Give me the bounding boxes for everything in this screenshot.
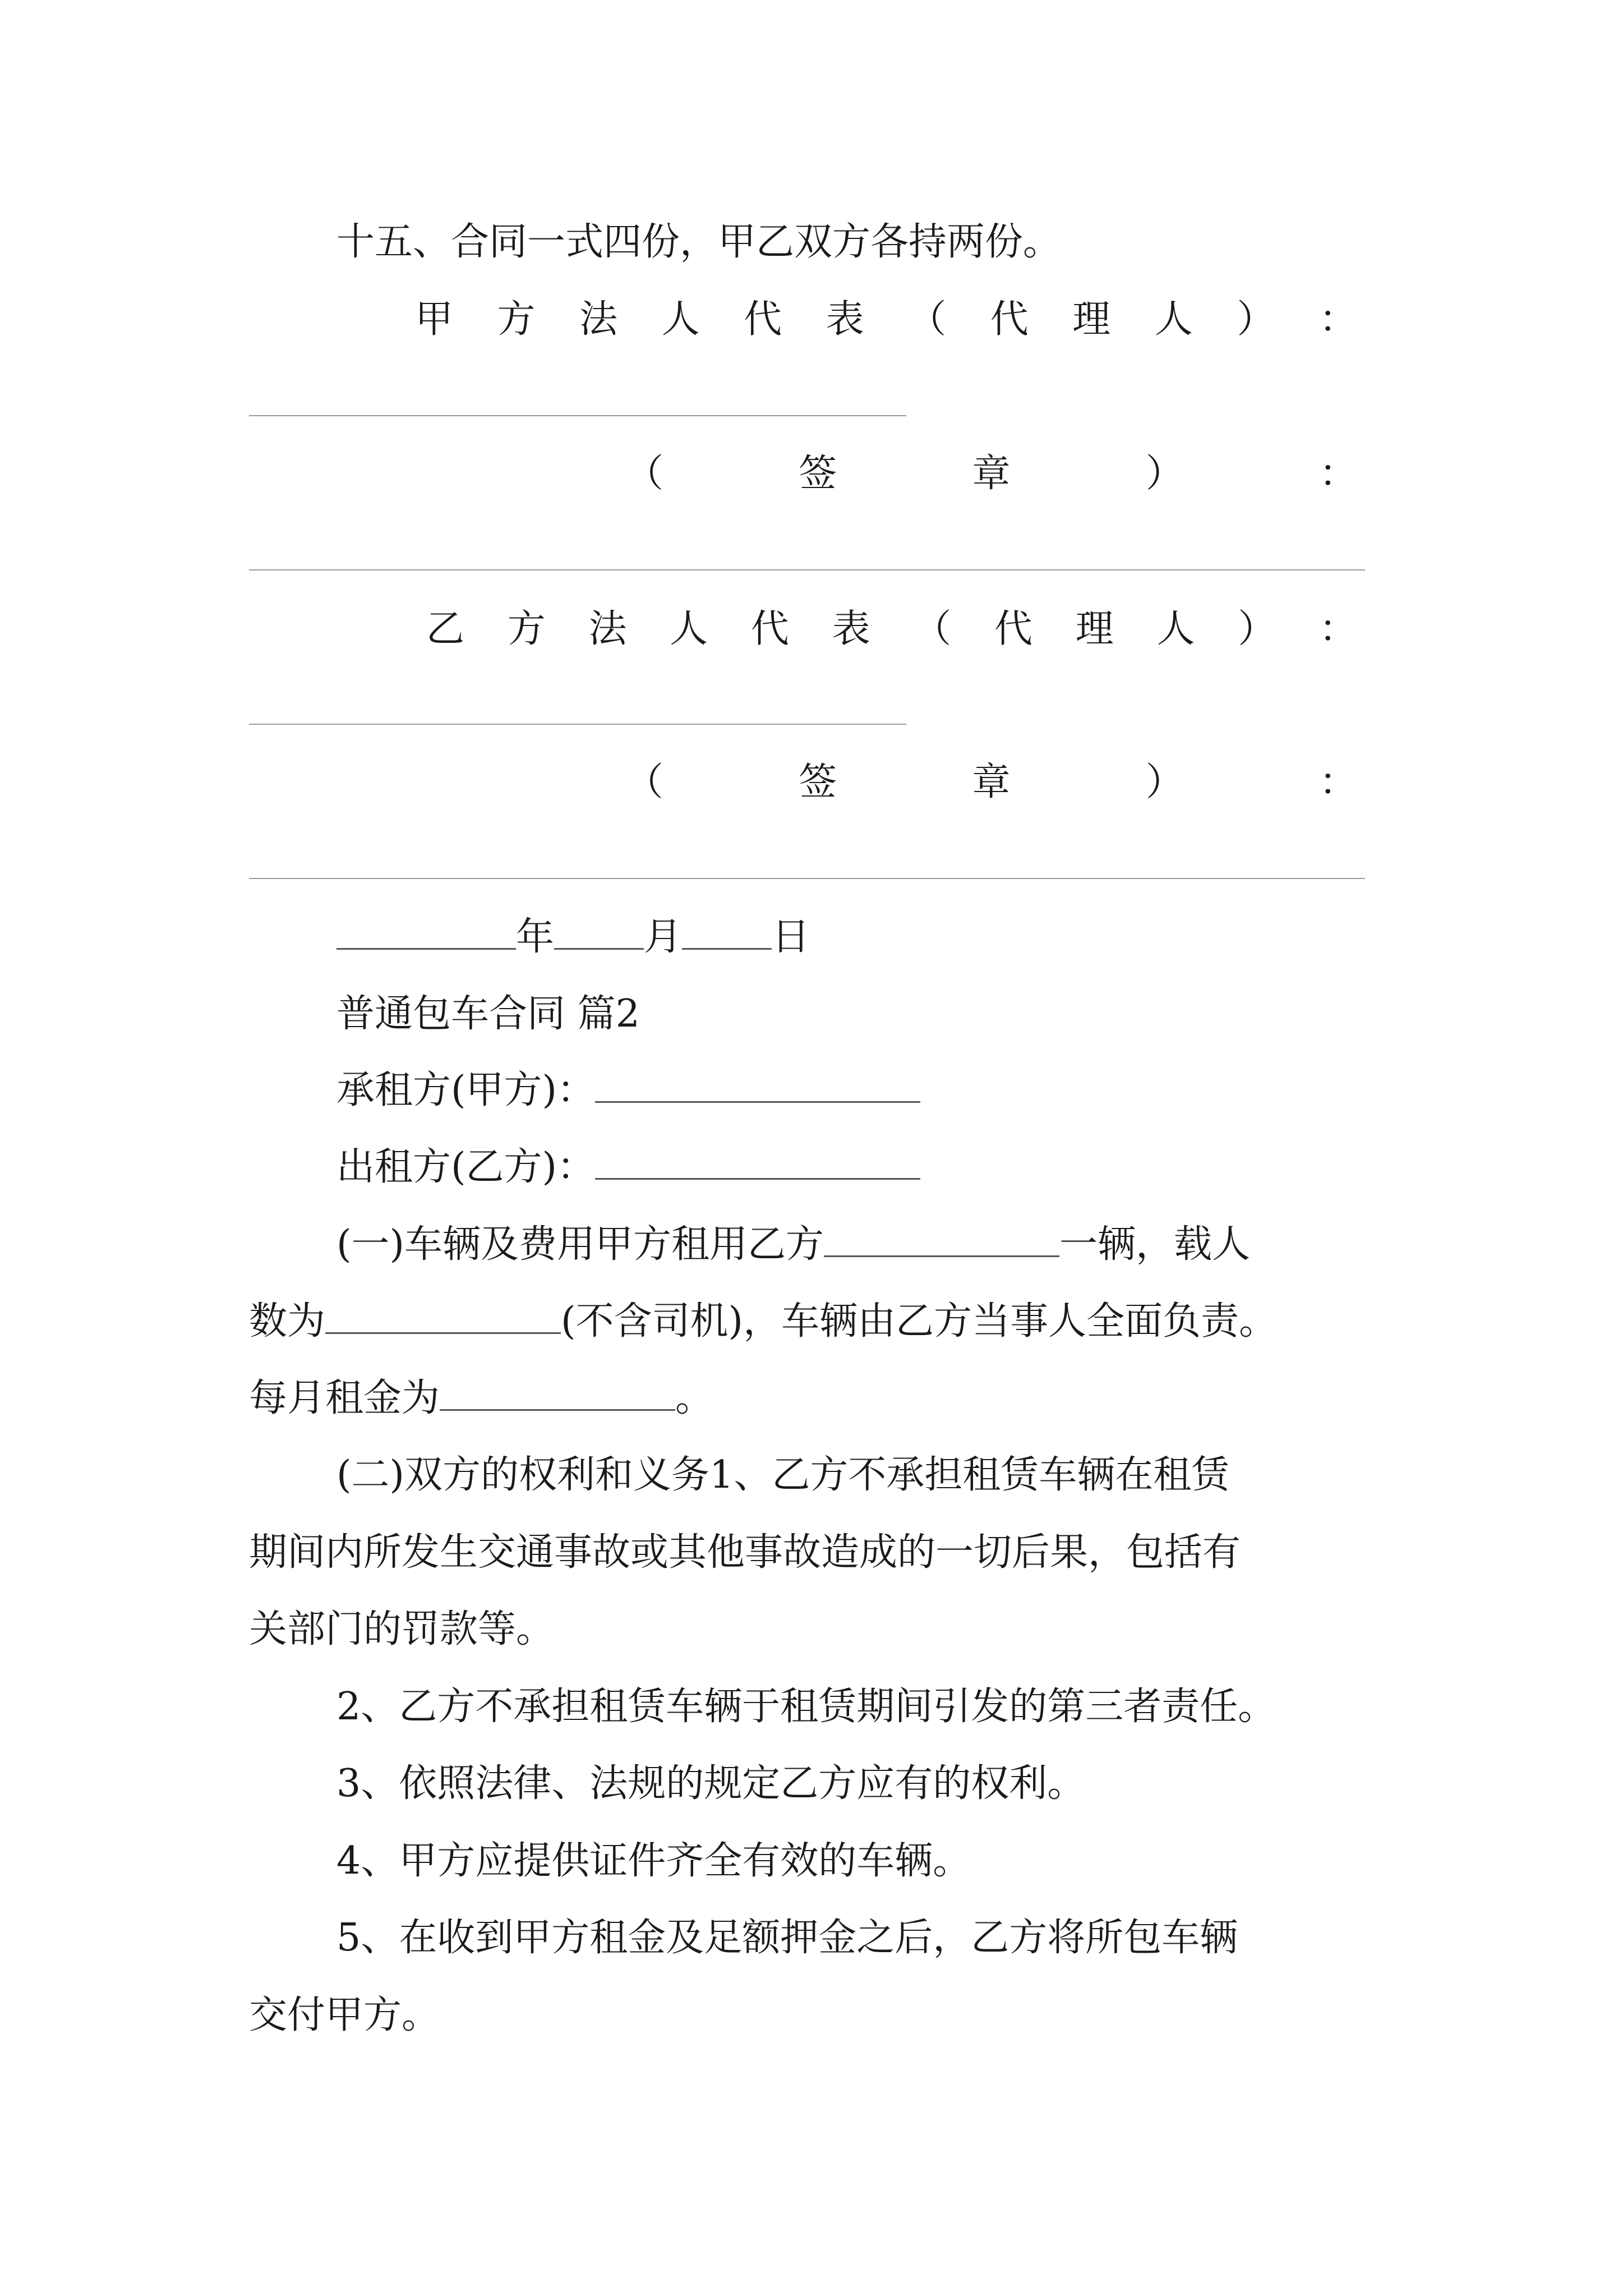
char: ） xyxy=(1145,760,1184,804)
char: ） xyxy=(1237,297,1275,342)
lessor-blank xyxy=(595,1144,920,1180)
clause-15: 十五、合同一式四份，甲乙双方各持两份。 xyxy=(336,220,1062,264)
char: ） xyxy=(1145,452,1184,496)
para-1-text-f: 。 xyxy=(675,1376,714,1420)
year-label: 年 xyxy=(516,915,555,959)
char: （ xyxy=(625,452,664,496)
char: ： xyxy=(1318,760,1357,804)
char: ： xyxy=(1318,607,1357,651)
char: 理 xyxy=(1075,607,1114,651)
para-2-line1: (二)双方的权利和义务1、乙方不承担租赁车辆在租赁 xyxy=(336,1453,1230,1497)
lessor-label: 出租方(乙方)： xyxy=(336,1145,596,1189)
seal-rule-b xyxy=(249,878,1365,879)
para-2-line3: 关部门的罚款等。 xyxy=(249,1607,555,1651)
para-1-text-c: 数为 xyxy=(249,1299,326,1343)
signature-rule-a xyxy=(249,415,906,416)
char: 表 xyxy=(826,297,864,342)
signature-rule-b xyxy=(249,724,906,725)
seal-rule-a xyxy=(249,569,1365,570)
char: 签 xyxy=(799,760,837,804)
char: 人 xyxy=(670,607,708,651)
day-label: 日 xyxy=(772,915,810,959)
lessor-line xyxy=(336,1144,920,1190)
party-a-representative-line xyxy=(415,297,1357,342)
lessee-blank xyxy=(595,1068,920,1103)
char: 表 xyxy=(832,607,870,651)
char: 章 xyxy=(972,452,1011,496)
char: ） xyxy=(1238,607,1276,651)
char: 代 xyxy=(994,607,1033,651)
char: 代 xyxy=(744,297,782,342)
para-1-text-b: 一辆，载人 xyxy=(1059,1222,1251,1267)
item-5-line2: 交付甲方。 xyxy=(249,1993,440,2037)
month-label: 月 xyxy=(644,915,683,959)
date-line xyxy=(336,914,810,960)
char: 理 xyxy=(1072,297,1111,342)
vehicle-blank xyxy=(824,1222,1059,1257)
section-title: 普通包车合同 篇2 xyxy=(336,992,640,1036)
char: 人 xyxy=(661,297,700,342)
char: ： xyxy=(1318,452,1357,496)
item-5-line1: 5、在收到甲方租金及足额押金之后，乙方将所包车辆 xyxy=(336,1916,1238,1960)
item-2: 2、乙方不承担租赁车辆于租赁期间引发的第三者责任。 xyxy=(336,1685,1276,1729)
para-1-line1 xyxy=(336,1222,1250,1267)
char: 人 xyxy=(1156,607,1195,651)
char: 乙 xyxy=(426,607,465,651)
rent-blank xyxy=(440,1375,675,1411)
char: （ xyxy=(913,607,952,651)
char: 代 xyxy=(990,297,1029,342)
para-1-line2 xyxy=(249,1299,1277,1344)
char: 法 xyxy=(588,607,627,651)
char: 方 xyxy=(507,607,546,651)
char: 代 xyxy=(750,607,789,651)
item-4: 4、甲方应提供证件齐全有效的车辆。 xyxy=(336,1839,971,1883)
char: （ xyxy=(908,297,947,342)
para-1-line3 xyxy=(249,1375,713,1421)
lessee-line xyxy=(336,1068,920,1113)
char: 签 xyxy=(799,452,837,496)
para-1-text-d: (不含司机)，车辆由乙方当事人全面负责。 xyxy=(561,1299,1278,1343)
passenger-blank xyxy=(325,1299,561,1334)
char: ： xyxy=(1318,297,1357,342)
char: 法 xyxy=(579,297,618,342)
char: 甲 xyxy=(415,297,454,342)
char: 方 xyxy=(497,297,536,342)
para-1-text-e: 每月租金为 xyxy=(249,1376,440,1420)
char: 章 xyxy=(972,760,1011,804)
day-blank xyxy=(682,914,772,950)
party-b-representative-line xyxy=(426,607,1357,652)
year-blank xyxy=(336,914,516,950)
month-blank xyxy=(554,914,644,950)
item-3: 3、依照法律、法规的规定乙方应有的权利。 xyxy=(336,1761,1086,1806)
seal-a-line xyxy=(625,452,1357,496)
lessee-label: 承租方(甲方)： xyxy=(336,1068,596,1112)
seal-b-line xyxy=(625,760,1357,805)
char: 人 xyxy=(1154,297,1193,342)
para-2-line2: 期间内所发生交通事故或其他事故造成的一切后果，包括有 xyxy=(249,1530,1241,1575)
para-1-text-a: (一)车辆及费用甲方租用乙方 xyxy=(336,1222,824,1267)
char: （ xyxy=(625,760,664,804)
